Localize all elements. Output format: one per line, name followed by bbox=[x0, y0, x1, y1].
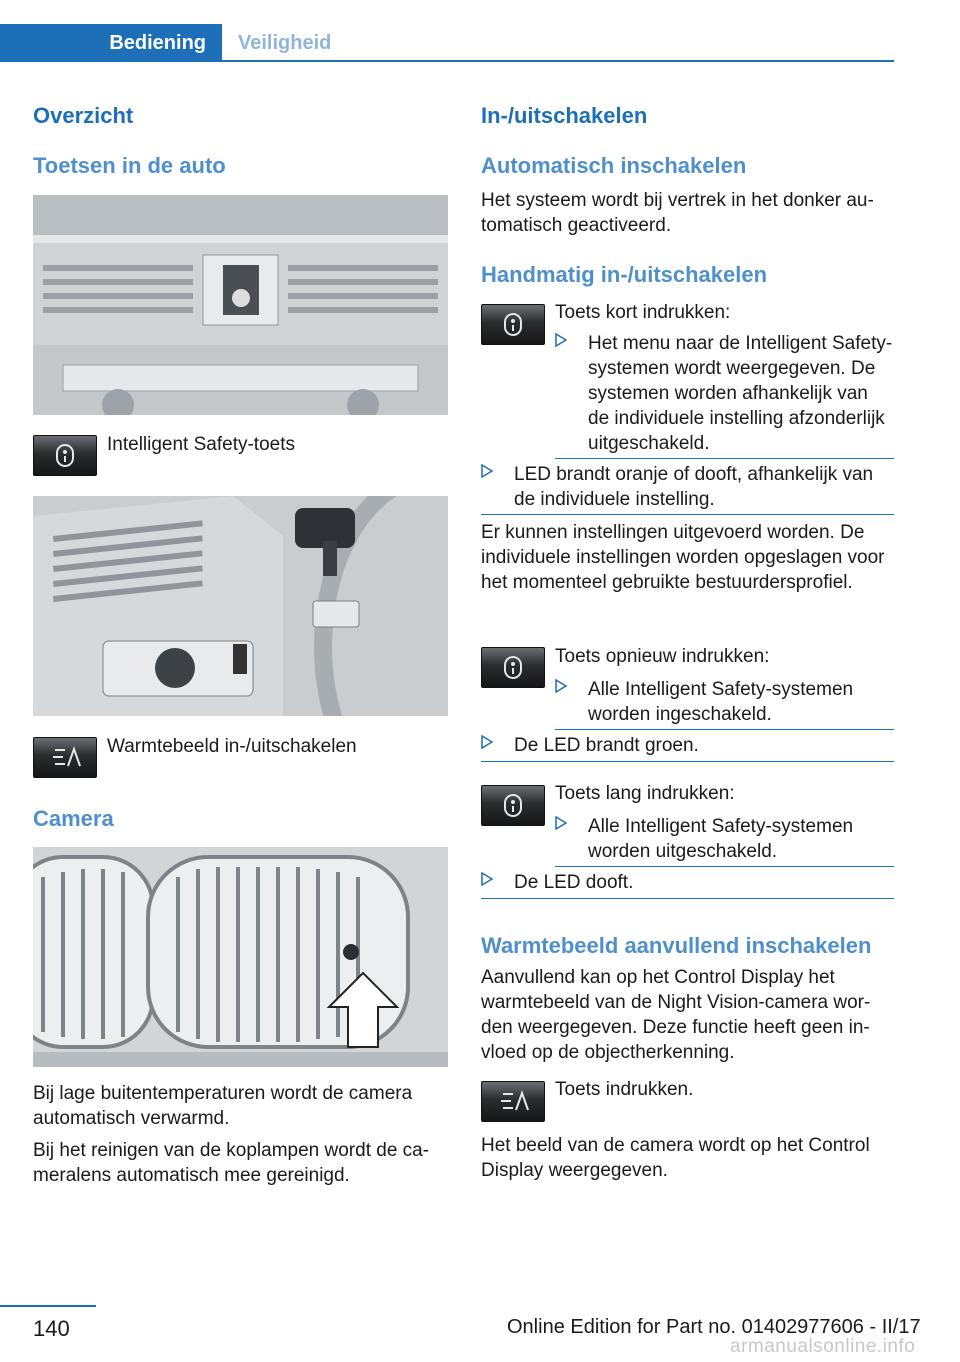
settings-paragraph: Er kunnen instellingen uitgevoerd worden. De individuele instellingen worden opgeslagen voor het momenteel gebruikte bestuurdersprofiel. bbox=[481, 522, 885, 593]
short-press-label: Toets kort indrukken: bbox=[555, 302, 731, 323]
tab-bediening[interactable]: Bediening bbox=[0, 24, 222, 62]
subsection-title-toetsen: Toetsen in de auto bbox=[33, 153, 226, 178]
thermal-button-icon bbox=[481, 1081, 545, 1122]
long-press-label: Toets lang indrukken: bbox=[555, 783, 735, 804]
intelligent-safety-button-icon bbox=[33, 435, 97, 476]
watermark: armanualsonline.info bbox=[730, 1336, 916, 1357]
long-bullet-2-text: De LED dooft. bbox=[514, 872, 634, 893]
subsection-title-automatisch: Automatisch inschakelen bbox=[481, 153, 747, 178]
again-bullet-1-text: Alle Intelligent Safety-systemen worden ingeschakeld. bbox=[588, 679, 854, 725]
bullet-triangle-icon bbox=[555, 679, 567, 693]
separator-line bbox=[481, 514, 894, 515]
bullet-triangle-icon bbox=[555, 333, 567, 347]
final-paragraph: Het beeld van de camera wordt op het Control Display weergegeven. bbox=[481, 1135, 870, 1181]
thermal-image-button-icon bbox=[33, 737, 97, 778]
grille-camera-photo bbox=[33, 847, 448, 1067]
dashboard-vents-illustration bbox=[33, 195, 448, 415]
section-title-in-uitschakelen: In-/uitschakelen bbox=[481, 103, 648, 128]
short-bullet-1-text: Het menu naar de Intelligent Safety-systemen wordt weergegeven. De systemen worden afhankelijk van de individuele instelling afzonderlijk uitgeschakeld. bbox=[588, 333, 893, 454]
bullet-triangle-icon bbox=[555, 816, 567, 830]
separator-line bbox=[481, 761, 894, 762]
icon-label-safety: Intelligent Safety-toets bbox=[107, 434, 295, 455]
page-number: 140 bbox=[33, 1316, 70, 1341]
grille-camera-illustration bbox=[33, 847, 448, 1067]
edition-text: Online Edition for Part no. 01402977606 - II/17 bbox=[507, 1316, 921, 1338]
camera-paragraph-2: Bij het reinigen van de koplampen wordt de cameralens automatisch mee gereinigd. bbox=[33, 1140, 430, 1186]
header-tabbar bbox=[0, 24, 894, 62]
separator-line bbox=[481, 898, 894, 899]
steering-area-illustration bbox=[33, 496, 448, 716]
subsection-title-warmtebeeld: Warmtebeeld aanvullend inschakelen bbox=[481, 933, 872, 958]
subsection-title-handmatig: Handmatig in-/uitschakelen bbox=[481, 262, 768, 287]
again-press-label: Toets opnieuw indrukken: bbox=[555, 646, 770, 667]
bullet-triangle-icon bbox=[481, 464, 493, 478]
camera-paragraph-1: Bij lage buitentemperaturen wordt de camera automatisch verwarmd. bbox=[33, 1083, 413, 1129]
separator-line bbox=[555, 458, 894, 459]
section-title-overzicht: Overzicht bbox=[33, 103, 134, 128]
bullet-triangle-icon bbox=[481, 872, 493, 886]
tab-veiligheid[interactable]: Veiligheid bbox=[238, 31, 332, 54]
auto-paragraph: Het systeem wordt bij vertrek in het donker automatisch geactiveerd. bbox=[481, 190, 874, 236]
long-bullet-1-text: Alle Intelligent Safety-systemen worden uitgeschakeld. bbox=[588, 816, 854, 862]
short-bullet-2-text: LED brandt oranje of dooft, afhankelijk van de individuele instelling. bbox=[514, 464, 874, 510]
bullet-triangle-icon bbox=[481, 735, 493, 749]
safety-button-icon-short bbox=[481, 304, 545, 345]
steering-area-photo bbox=[33, 496, 448, 716]
footer-rule bbox=[0, 1305, 96, 1307]
thermal-paragraph: Aanvullend kan op het Control Display het warmtebeeld van de Night Vision-camera worden weergegeven. Deze functie heeft geen invloed op de objectherkenning. bbox=[481, 967, 871, 1063]
separator-line bbox=[555, 729, 894, 730]
icon-label-thermal: Warmtebeeld in-/uitschakelen bbox=[107, 736, 357, 757]
section-title-camera: Camera bbox=[33, 806, 114, 831]
safety-button-icon-again bbox=[481, 647, 545, 688]
separator-line bbox=[555, 866, 894, 867]
safety-button-icon-long bbox=[481, 785, 545, 826]
again-bullet-2-text: De LED brandt groen. bbox=[514, 735, 699, 756]
dashboard-vents-photo bbox=[33, 195, 448, 415]
header-rule bbox=[0, 60, 894, 62]
thermal-press-label: Toets indrukken. bbox=[555, 1079, 694, 1100]
